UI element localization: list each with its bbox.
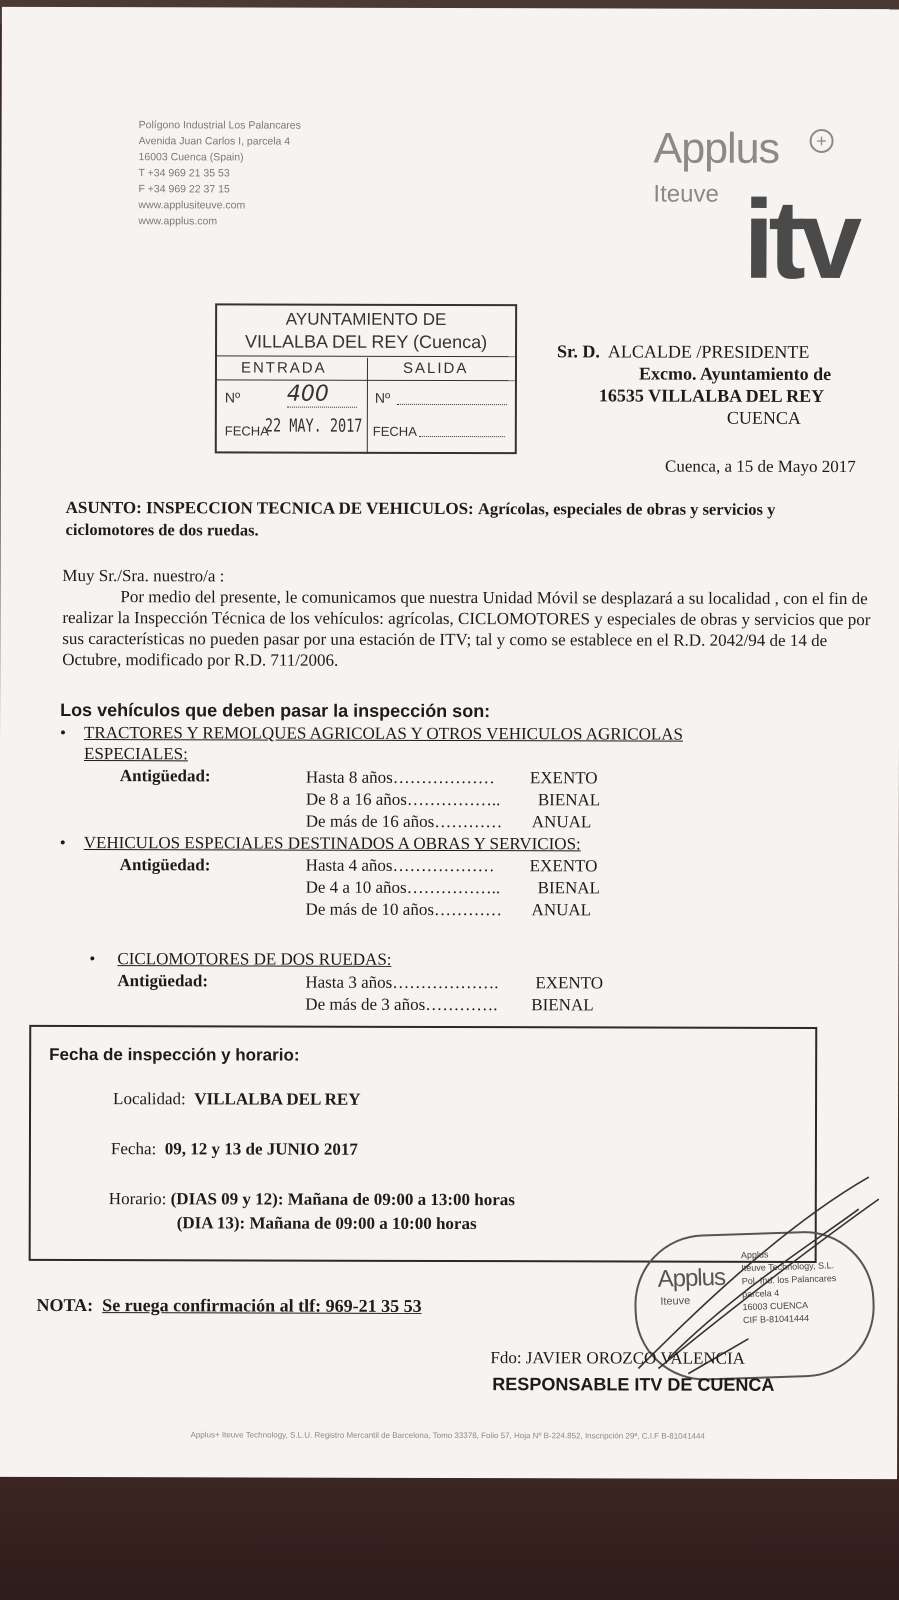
bullet-icon: • — [59, 832, 66, 852]
age-range: De 4 a 10 años…………….. — [305, 877, 501, 898]
age-range: De 8 a 16 años…………….. — [305, 789, 501, 810]
nota-text: Se ruega confirmación al tlf: 969-21 35 53 — [102, 1295, 422, 1316]
stamp-date-label-out: FECHA — [372, 423, 417, 439]
fax-line: F +34 969 22 37 15 — [138, 183, 230, 196]
antiguedad-label: Antigüedad: — [119, 766, 211, 786]
date-value: 09, 12 y 13 de JUNIO 2017 — [164, 1139, 358, 1159]
bullet-icon: • — [89, 949, 96, 969]
subject-text: Agrícolas, especiales de obras y servicios y ciclomotores de dos ruedas. — [65, 499, 776, 540]
location-label: Localidad: — [113, 1089, 186, 1109]
recipient-institution: Excmo. Ayuntamiento de — [638, 363, 832, 384]
stamp-line: Pol. Ind. los Palancares — [741, 1273, 837, 1287]
age-range: De más de 16 años………… — [305, 811, 503, 832]
itv-logo-text: itv — [743, 176, 857, 303]
age-result: BIENAL — [531, 995, 594, 1015]
stamp-no-value: 400 — [287, 382, 357, 408]
age-range: Hasta 4 años……………… — [305, 855, 495, 876]
time-value-1: (DIAS 09 y 12): Mañana de 09:00 a 13:00 horas — [170, 1189, 515, 1210]
website-line: www.applus.com — [138, 215, 218, 228]
age-result: ANUAL — [531, 812, 592, 832]
letter-date: Cuenca, a 15 de Mayo 2017 — [664, 456, 856, 477]
age-result: ANUAL — [531, 900, 592, 920]
location-value: VILLALBA DEL REY — [194, 1089, 361, 1109]
signature-name: Fdo: JAVIER OROZCO VALENCIA — [490, 1348, 745, 1368]
stamp-divider — [217, 379, 515, 381]
signature-role: RESPONSABLE ITV DE CUENCA — [492, 1374, 775, 1395]
age-range: De más de 3 años…………. — [305, 994, 498, 1015]
recipient-province: CUENCA — [726, 407, 801, 428]
age-result: BIENAL — [537, 878, 600, 898]
category-title: TRACTORES Y REMOLQUES AGRICOLAS Y OTROS VEHICULOS AGRICOLAS — [84, 723, 684, 744]
salutation: Muy Sr./Sra. nuestro/a : — [62, 565, 225, 586]
antiguedad-label: Antigüedad: — [117, 971, 209, 991]
stamp-line: CIF B-81041444 — [742, 1313, 810, 1326]
time-value-2: (DIA 13): Mañana de 09:00 a 10:00 horas — [176, 1213, 477, 1234]
recipient-town: 16535 VILLALBA DEL REY — [598, 385, 825, 406]
category-title: VEHICULOS ESPECIALES DESTINADOS A OBRAS Y SERVICIOS: — [83, 833, 581, 854]
body-paragraph: Por medio del presente, le comunicamos que nuestra Unidad Móvil se desplazará a su localidad , con el fin de realizar la Inspección Técnica de los vehículos: agrícolas, CICLOMOTORES y especiales de obras y servicios que por sus características no pueden pasar por una estación de ITV; tal y como se establece en el R.D. 2042/94 de 14 de Octubre, modificado por R.D. 711/2006. — [62, 587, 871, 670]
address-line: 16003 Cuenca (Spain) — [138, 151, 244, 164]
subject-line — [66, 497, 866, 543]
nota-line — [36, 1295, 421, 1317]
footer-legal: Applus+ Iteuve Technology, S.L.U. Registro Mercantil de Barcelona, Tomo 33378, Folio 57, Hoja Nº B-224.852, Inscripción 29ª, C.I.F B-81041444 — [190, 1430, 705, 1441]
age-range: Hasta 3 años………………. — [305, 972, 499, 993]
age-range: De más de 10 años………… — [305, 899, 503, 920]
address-line: Avenida Juan Carlos I, parcela 4 — [138, 135, 291, 148]
recipient-prefix: Sr. D. — [556, 341, 600, 362]
stamp-entrada-label: ENTRADA — [240, 359, 327, 377]
stamp-date-value: 22 MAY. 2017 — [264, 415, 363, 437]
address-line: Polígono Industrial Los Palancares — [138, 119, 301, 132]
vehicles-list-heading: Los vehículos que deben pasar la inspección son: — [60, 699, 491, 722]
age-result: BIENAL — [537, 790, 601, 810]
plus-circle-icon: + — [810, 129, 834, 153]
stamp-line: 16003 CUENCA — [742, 1300, 809, 1313]
stamp-subtitle: VILLALBA DEL REY (Cuenca) — [244, 331, 488, 353]
category-title: CICLOMOTORES DE DOS RUEDAS: — [117, 949, 392, 969]
stamp-date-blank — [419, 436, 505, 437]
stamp-divider — [217, 355, 515, 357]
schedule-heading: Fecha de inspección y horario: — [49, 1044, 300, 1065]
stamp-line: Iteuve Technology, S.L. — [741, 1260, 835, 1274]
stamp-title: AYUNTAMIENTO DE — [285, 309, 447, 329]
age-result: EXENTO — [535, 973, 604, 993]
nota-label: NOTA: — [36, 1294, 94, 1316]
age-range: Hasta 8 años……………… — [305, 767, 495, 788]
schedule-location — [113, 1089, 361, 1110]
letter-body — [62, 565, 882, 672]
letter-page — [0, 7, 899, 1479]
iteuve-logo-text: Iteuve — [653, 180, 719, 208]
background-table — [0, 1475, 899, 1600]
letterhead-address — [138, 117, 301, 229]
recipient-title: ALCALDE /PRESIDENTE — [607, 341, 810, 362]
antiguedad-label: Antigüedad: — [119, 855, 211, 875]
stamp-brand: Applus — [657, 1263, 726, 1293]
stamp-salida-label: SALIDA — [402, 359, 469, 378]
bullet-icon: • — [60, 722, 67, 742]
applus-logo-text: Applus — [653, 124, 780, 173]
schedule-time — [109, 1189, 515, 1210]
stamp-no-label: Nº — [224, 389, 241, 406]
date-label: Fecha: — [110, 1139, 157, 1159]
stamp-no-blank — [397, 404, 507, 405]
age-result: EXENTO — [529, 856, 598, 876]
schedule-date — [111, 1139, 358, 1160]
stamp-divider — [367, 358, 368, 454]
stamp-date-label: FECHA — [224, 423, 269, 439]
time-label: Horario: — [108, 1189, 167, 1209]
phone-line: T +34 969 21 35 53 — [138, 167, 230, 180]
category-title-cont: ESPECIALES: — [83, 744, 188, 764]
recipient-block — [557, 340, 831, 429]
registry-stamp — [215, 303, 517, 454]
stamp-no-label-out: Nº — [374, 389, 391, 406]
age-result: EXENTO — [529, 768, 598, 788]
website-line: www.applusiteuve.com — [138, 199, 246, 212]
stamp-line: Applus — [740, 1249, 769, 1261]
subject-label: ASUNTO: INSPECCION TECNICA DE VEHICULOS: — [65, 497, 474, 519]
stamp-line: parcela 4 — [741, 1288, 780, 1300]
stamp-sub: Iteuve — [660, 1294, 691, 1308]
